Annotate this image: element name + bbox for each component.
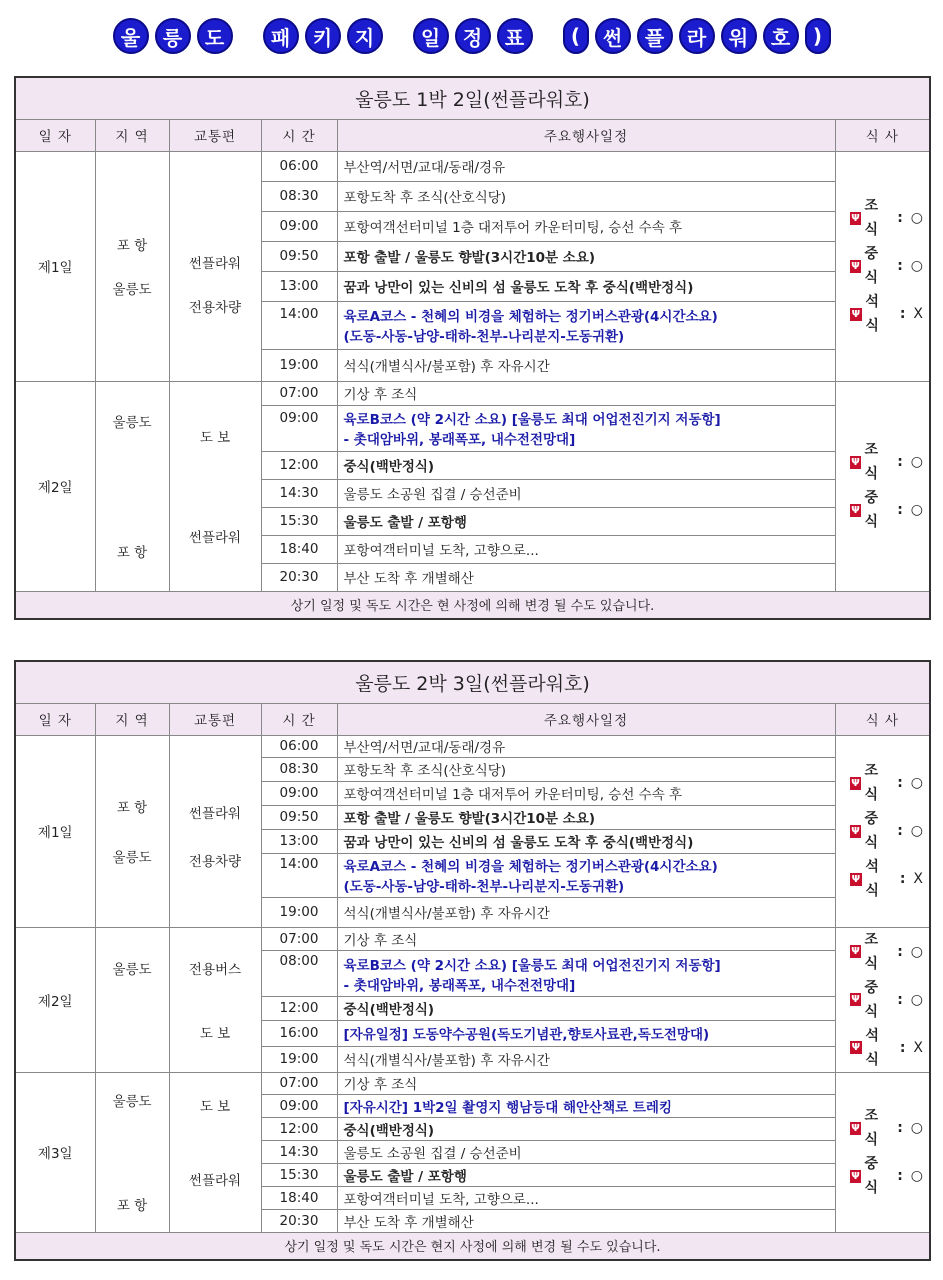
time-cell: 19:00	[261, 1046, 337, 1072]
transport-label: 전용차량	[188, 854, 242, 870]
time-cell: 09:50	[261, 805, 337, 829]
time-cell: 09:50	[261, 241, 337, 271]
time-cell: 20:30	[261, 1209, 337, 1232]
banner-char: 키	[305, 18, 341, 54]
transport-label: 도 보	[199, 430, 231, 446]
banner-char: 표	[497, 18, 533, 54]
time-cell: 13:00	[261, 829, 337, 853]
time-cell: 14:00	[261, 301, 337, 349]
transport-label: 도 보	[199, 1025, 231, 1042]
meal-line: Ψ 중식 : ○	[851, 490, 923, 530]
time-cell: 12:00	[261, 1117, 337, 1140]
page-banner	[0, 12, 943, 60]
banner-char: 지	[347, 18, 383, 54]
meal-fork-icon: Ψ	[851, 456, 860, 468]
time-cell: 08:30	[261, 757, 337, 781]
time-cell: 18:40	[261, 535, 337, 563]
activity-cell: 육로A코스 - 천혜의 비경을 체험하는 정기버스관광(4시간소요) (도동-사동-남양-태하-천부-나리분지-도동귀환)	[337, 853, 835, 897]
activity-cell: 포항여객선터미널 1층 대저투어 카운터미팅, 승선 수속 후	[337, 781, 835, 805]
region-cell	[95, 381, 169, 591]
banner-char: )	[805, 18, 831, 54]
time-cell: 09:00	[261, 781, 337, 805]
header-region: 지 역	[95, 119, 169, 151]
time-cell: 19:00	[261, 349, 337, 381]
meal-cell	[835, 1072, 930, 1232]
meal-line: Ψ 조식 : ○	[851, 1108, 923, 1148]
region-label: 포 항	[116, 238, 148, 254]
region-cell	[95, 151, 169, 381]
banner-char: 일	[413, 18, 449, 54]
region-label: 포 항	[116, 800, 148, 816]
transport-cell	[169, 735, 261, 927]
activity-cell: 포항여객선터미널 1층 대저투어 카운터미팅, 승선 수속 후	[337, 211, 835, 241]
time-cell: 07:00	[261, 1072, 337, 1094]
activity-cell: 석식(개별식사/불포함) 후 자유시간	[337, 349, 835, 381]
time-cell: 14:00	[261, 853, 337, 897]
time-cell: 09:00	[261, 1094, 337, 1117]
header-activity: 주요행사일정	[337, 119, 835, 151]
region-label: 울릉도	[112, 850, 152, 866]
meal-fork-icon: Ψ	[851, 504, 860, 516]
activity-cell: 중식(백반정식)	[337, 451, 835, 479]
header-activity: 주요행사일정	[337, 703, 835, 735]
activity-cell: 육로B코스 (약 2시간 소요) [울릉도 최대 어업전진기지 저동항] - 촛대암바위, 봉래폭포, 내수전전망대]	[337, 951, 835, 996]
table-title: 울릉도 1박 2일(썬플라워호)	[15, 77, 930, 119]
activity-cell: 부산역/서면/교대/동래/경유	[337, 151, 835, 181]
region-cell	[95, 735, 169, 927]
time-cell: 12:00	[261, 996, 337, 1020]
transport-label: 썬플라워	[188, 256, 242, 272]
header-time: 시 간	[261, 703, 337, 735]
meal-cell	[835, 735, 930, 927]
transport-cell	[169, 381, 261, 591]
meal-line: Ψ 중식 : ○	[851, 1156, 923, 1196]
header-meal: 식 사	[835, 119, 930, 151]
meal-line: Ψ 조식 : ○	[851, 442, 923, 482]
banner-char: 썬	[595, 18, 631, 54]
meal-line: Ψ 중식 : ○	[851, 811, 923, 851]
schedule-table-1n2d	[14, 76, 931, 620]
meal-line: Ψ 석식 : X	[850, 855, 924, 903]
region-label: 포 항	[116, 1198, 148, 1214]
meal-line: Ψ 조식 : ○	[851, 198, 923, 238]
activity-cell: 꿈과 낭만이 있는 신비의 섬 울릉도 도착 후 중식(백반정식)	[337, 271, 835, 301]
time-cell: 09:00	[261, 211, 337, 241]
meal-cell	[835, 381, 930, 591]
meal-line: Ψ 석식 : X	[850, 1024, 924, 1072]
meal-line: Ψ 조식 : ○	[851, 931, 923, 972]
transport-label: 썬플라워	[188, 530, 242, 546]
activity-cell: 포항 출발 / 울릉도 향발(3시간10분 소요)	[337, 805, 835, 829]
header-day: 일 자	[15, 703, 95, 735]
banner-char: 플	[637, 18, 673, 54]
meal-fork-icon: Ψ	[851, 777, 860, 789]
time-cell: 08:00	[261, 951, 337, 996]
meal-fork-icon: Ψ	[851, 212, 860, 224]
meal-fork-icon: Ψ	[851, 825, 860, 837]
banner-char: (	[563, 18, 589, 54]
activity-cell: 석식(개별식사/불포함) 후 자유시간	[337, 1046, 835, 1072]
transport-label: 전용버스	[188, 961, 242, 978]
time-cell: 07:00	[261, 381, 337, 405]
activity-cell: 기상 후 조식	[337, 927, 835, 951]
day-label: 제1일	[15, 735, 95, 927]
meal-line: Ψ 중식 : ○	[851, 979, 923, 1020]
transport-cell	[169, 927, 261, 1072]
transport-cell	[169, 151, 261, 381]
transport-label: 전용차량	[188, 300, 242, 316]
activity-cell: [자유일정] 도동약수공원(독도기념관,향토사료관,독도전망대)	[337, 1020, 835, 1046]
time-cell: 15:30	[261, 1163, 337, 1186]
activity-cell: 부산 도착 후 개별해산	[337, 563, 835, 591]
meal-cell	[835, 151, 930, 381]
meal-line: Ψ 중식 : ○	[851, 246, 923, 286]
activity-cell: 포항여객터미널 도착, 고향으로...	[337, 535, 835, 563]
activity-cell: 포항여객터미널 도착, 고향으로...	[337, 1186, 835, 1209]
banner-char: 패	[263, 18, 299, 54]
transport-label: 썬플라워	[188, 806, 242, 822]
activity-cell: 울릉도 출발 / 포항행	[337, 507, 835, 535]
banner-char: 워	[721, 18, 757, 54]
meal-fork-icon: Ψ	[851, 994, 860, 1005]
region-label: 울릉도	[112, 1094, 152, 1110]
schedule-table-2n3d	[14, 660, 931, 1261]
region-label: 포 항	[116, 545, 148, 561]
time-cell: 12:00	[261, 451, 337, 479]
day-label: 제1일	[15, 151, 95, 381]
banner-char: 울	[113, 18, 149, 54]
activity-cell: 울릉도 소공원 집결 / 승선준비	[337, 479, 835, 507]
transport-cell	[169, 1072, 261, 1232]
time-cell: 14:30	[261, 479, 337, 507]
activity-cell: 기상 후 조식	[337, 381, 835, 405]
activity-cell: 육로A코스 - 천혜의 비경을 체험하는 정기버스관광(4시간소요) (도동-사동-남양-태하-천부-나리분지-도동귀환)	[337, 301, 835, 349]
time-cell: 06:00	[261, 735, 337, 757]
meal-fork-icon: Ψ	[851, 1170, 860, 1182]
activity-cell: 중식(백반정식)	[337, 1117, 835, 1140]
day-label: 제2일	[15, 381, 95, 591]
day-label: 제3일	[15, 1072, 95, 1232]
activity-cell: 기상 후 조식	[337, 1072, 835, 1094]
meal-fork-icon: Ψ	[851, 260, 860, 272]
table-footnote: 상기 일정 및 독도 시간은 현 사정에 의해 변경 될 수도 있습니다.	[15, 591, 930, 619]
header-region: 지 역	[95, 703, 169, 735]
transport-label: 썬플라워	[188, 1173, 242, 1189]
activity-cell: [자유시간] 1박2일 촬영지 행남등대 해안산책로 트레킹	[337, 1094, 835, 1117]
region-cell	[95, 927, 169, 1072]
time-cell: 13:00	[261, 271, 337, 301]
meal-fork-icon: Ψ	[850, 873, 863, 886]
table-footnote: 상기 일정 및 독도 시간은 현지 사정에 의해 변경 될 수도 있습니다.	[15, 1232, 930, 1260]
meal-line: Ψ 조식 : ○	[851, 763, 923, 803]
time-cell: 15:30	[261, 507, 337, 535]
meal-fork-icon: Ψ	[850, 308, 863, 321]
activity-cell: 포항 출발 / 울릉도 향발(3시간10분 소요)	[337, 241, 835, 271]
banner-char: 라	[679, 18, 715, 54]
meal-line: Ψ 석식 : X	[850, 290, 924, 338]
banner-char: 릉	[155, 18, 191, 54]
meal-fork-icon: Ψ	[850, 1041, 863, 1054]
banner-char: 호	[763, 18, 799, 54]
time-cell: 08:30	[261, 181, 337, 211]
activity-cell: 중식(백반정식)	[337, 996, 835, 1020]
region-label: 울릉도	[112, 415, 152, 431]
time-cell: 07:00	[261, 927, 337, 951]
region-label: 울릉도	[112, 961, 152, 978]
time-cell: 06:00	[261, 151, 337, 181]
header-meal: 식 사	[835, 703, 930, 735]
region-label: 울릉도	[112, 282, 152, 298]
meal-cell	[835, 927, 930, 1072]
table-title: 울릉도 2박 3일(썬플라워호)	[15, 661, 930, 703]
activity-cell: 포항도착 후 조식(산호식당)	[337, 757, 835, 781]
time-cell: 14:30	[261, 1140, 337, 1163]
banner-char: 정	[455, 18, 491, 54]
header-time: 시 간	[261, 119, 337, 151]
transport-label: 도 보	[199, 1099, 231, 1115]
activity-cell: 부산 도착 후 개별해산	[337, 1209, 835, 1232]
header-day: 일 자	[15, 119, 95, 151]
region-cell	[95, 1072, 169, 1232]
activity-cell: 꿈과 낭만이 있는 신비의 섬 울릉도 도착 후 중식(백반정식)	[337, 829, 835, 853]
activity-cell: 부산역/서면/교대/동래/경유	[337, 735, 835, 757]
activity-cell: 포항도착 후 조식(산호식당)	[337, 181, 835, 211]
time-cell: 19:00	[261, 897, 337, 927]
day-label: 제2일	[15, 927, 95, 1072]
header-transport: 교통편	[169, 119, 261, 151]
banner-char: 도	[197, 18, 233, 54]
activity-cell: 육로B코스 (약 2시간 소요) [울릉도 최대 어업전진기지 저동항] - 촛대암바위, 봉래폭포, 내수전전망대]	[337, 405, 835, 451]
time-cell: 09:00	[261, 405, 337, 451]
time-cell: 16:00	[261, 1020, 337, 1046]
activity-cell: 석식(개별식사/불포함) 후 자유시간	[337, 897, 835, 927]
header-transport: 교통편	[169, 703, 261, 735]
time-cell: 18:40	[261, 1186, 337, 1209]
time-cell: 20:30	[261, 563, 337, 591]
activity-cell: 울릉도 출발 / 포항행	[337, 1163, 835, 1186]
activity-cell: 울릉도 소공원 집결 / 승선준비	[337, 1140, 835, 1163]
meal-fork-icon: Ψ	[851, 946, 860, 957]
meal-fork-icon: Ψ	[851, 1122, 860, 1134]
